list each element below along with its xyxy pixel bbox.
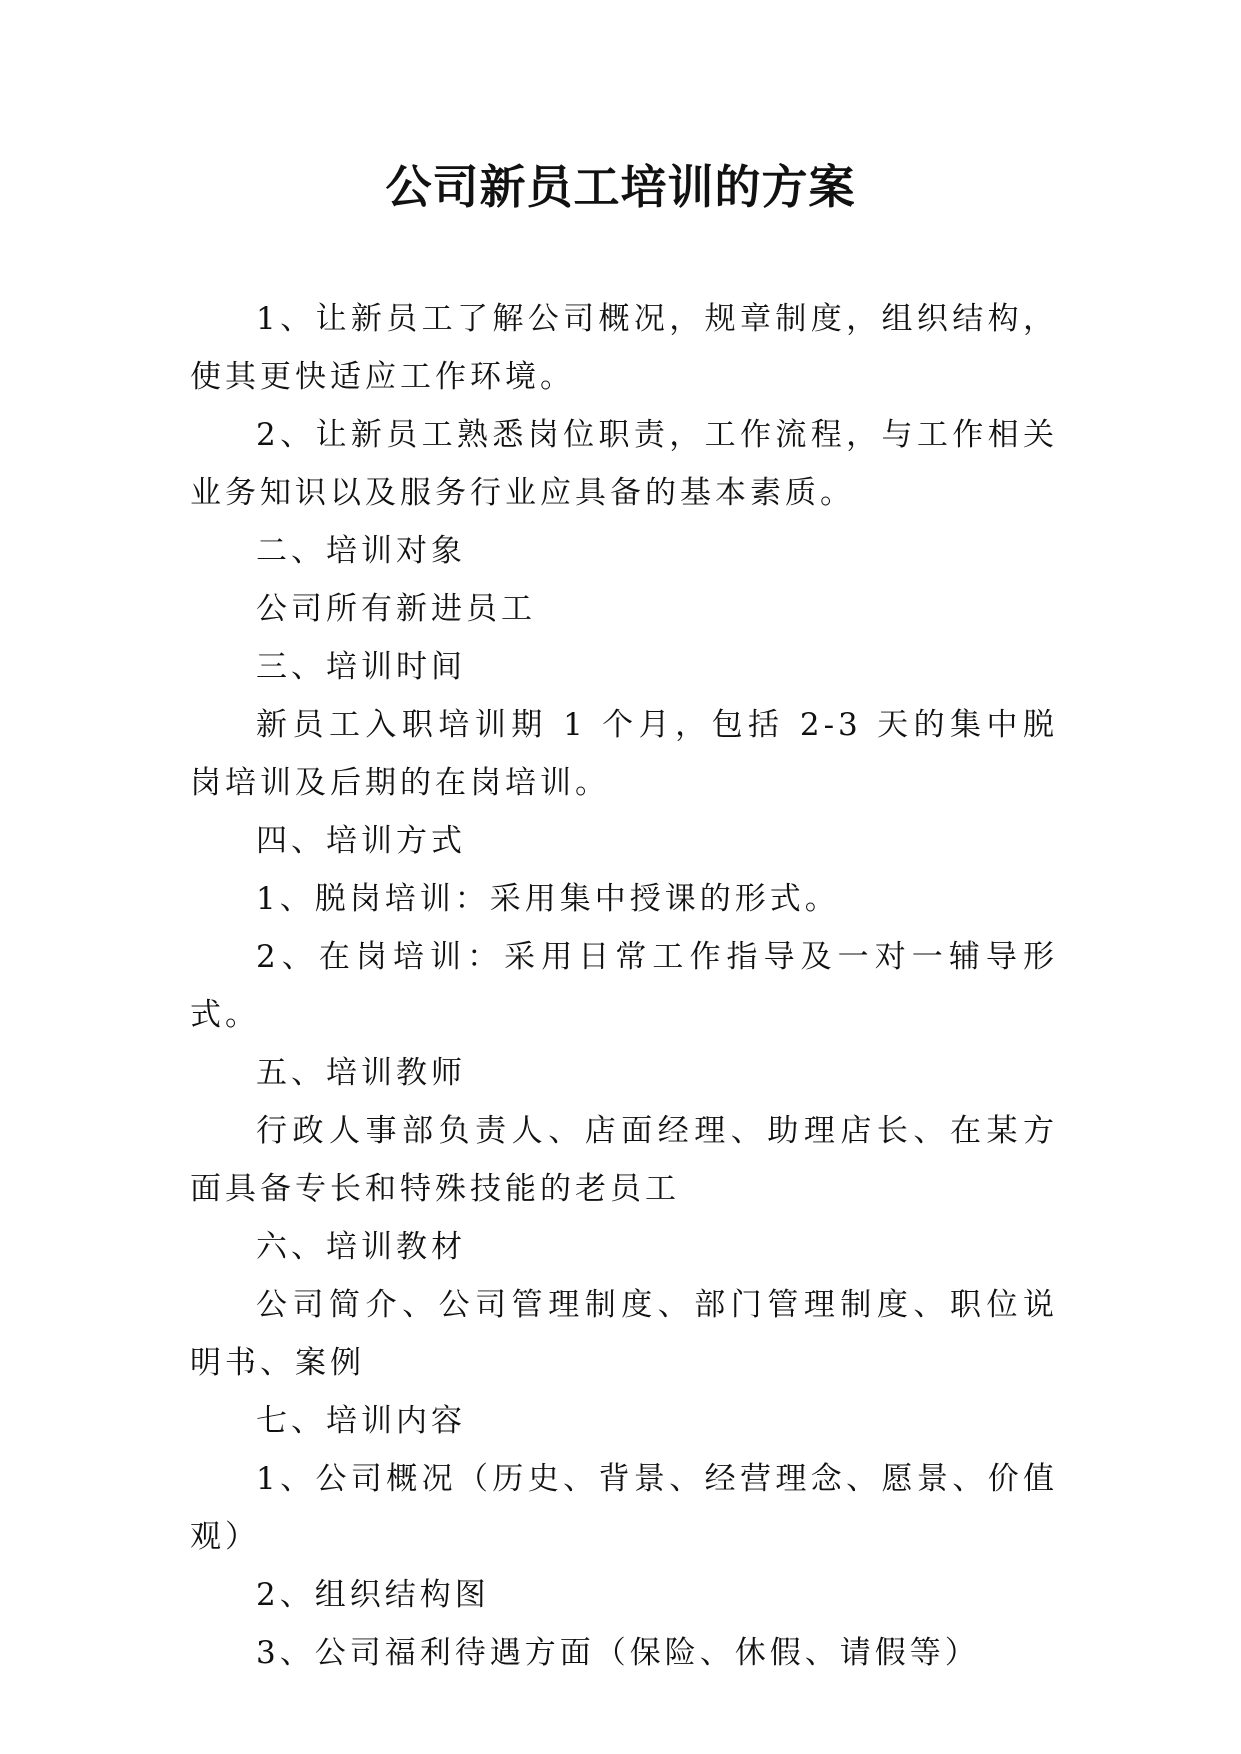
paragraph-training-method-2: 2、在岗培训：采用日常工作指导及一对一辅导形式。 <box>190 939 1058 1033</box>
paragraph-materials: 公司简介、公司管理制度、部门管理制度、职位说明书、案例 <box>190 1287 1058 1381</box>
document-title: 公司新员工培训的方案 <box>385 160 856 214</box>
section-heading-training-time: 三、培训时间 <box>256 649 466 685</box>
paragraph-training-time: 新员工入职培训期 1 个月，包括 2-3 天的集中脱岗培训及后期的在岗培训。 <box>190 707 1058 801</box>
paragraph-objective-2: 2、让新员工熟悉岗位职责，工作流程，与工作相关业务知识以及服务行业应具备的基本素质。 <box>190 417 1058 511</box>
paragraph-training-target: 公司所有新进员工 <box>256 591 536 627</box>
paragraph-content-2: 2、组织结构图 <box>256 1577 490 1613</box>
section-heading-materials: 六、培训教材 <box>256 1229 466 1265</box>
section-heading-training-method: 四、培训方式 <box>256 823 466 859</box>
paragraph-content-1: 1、公司概况（历史、背景、经营理念、愿景、价值观） <box>190 1461 1058 1555</box>
document-body <box>190 290 1058 1682</box>
section-heading-trainers: 五、培训教师 <box>256 1055 466 1091</box>
paragraph-objective-1: 1、让新员工了解公司概况，规章制度，组织结构，使其更快适应工作环境。 <box>190 301 1058 395</box>
paragraph-trainers: 行政人事部负责人、店面经理、助理店长、在某方面具备专长和特殊技能的老员工 <box>190 1113 1058 1207</box>
paragraph-training-method-1: 1、脱岗培训：采用集中授课的形式。 <box>256 881 840 917</box>
paragraph-content-3: 3、公司福利待遇方面（保险、休假、请假等） <box>256 1635 980 1671</box>
section-heading-training-target: 二、培训对象 <box>256 533 466 569</box>
section-heading-content: 七、培训内容 <box>256 1403 466 1439</box>
